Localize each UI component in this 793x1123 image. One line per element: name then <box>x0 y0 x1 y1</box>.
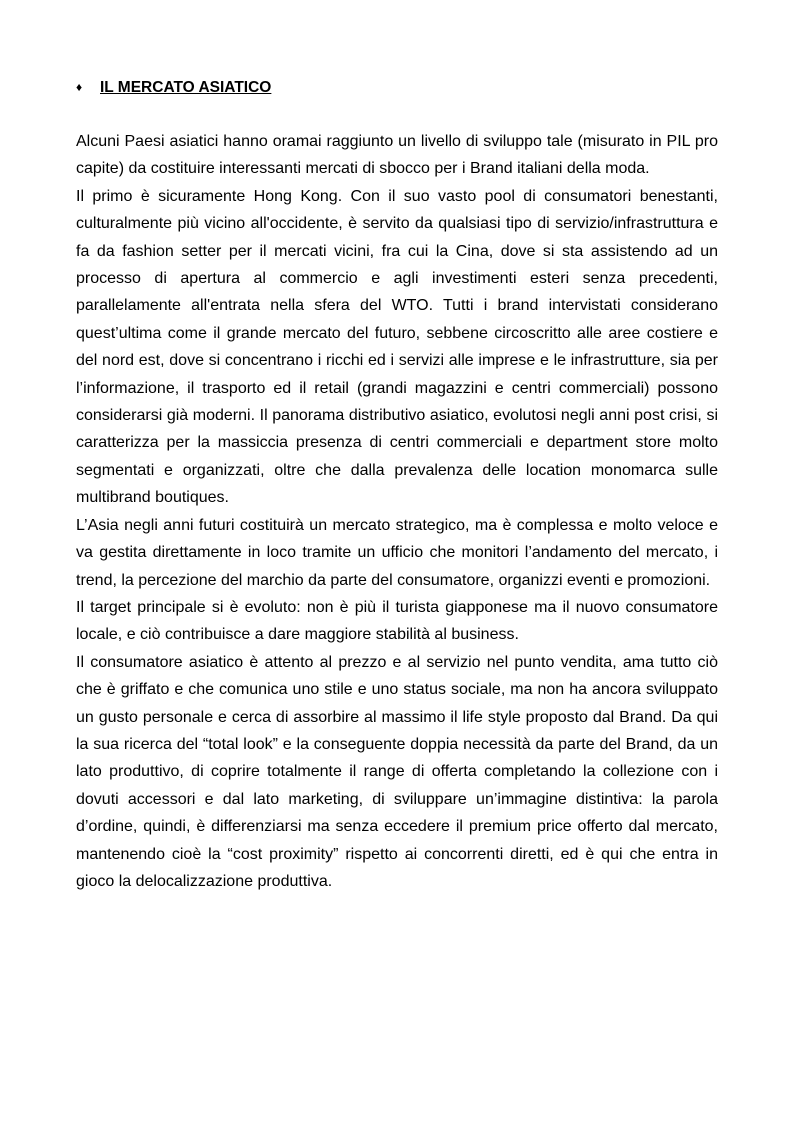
paragraph: Il target principale si è evoluto: non è più il turista giapponese ma il nuovo consumatore locale, e ciò contribuisce a dare maggiore stabilità al business. <box>76 598 718 644</box>
body-text <box>76 128 718 895</box>
paragraph: Alcuni Paesi asiatici hanno oramai raggiunto un livello di sviluppo tale (misurato in PIL pro capite) da costituire interessanti mercati di sbocco per i Brand italiani della moda. <box>76 133 718 178</box>
paragraph: Il primo è sicuramente Hong Kong. Con il suo vasto pool di consumatori benestanti, culturalmente più vicino all'occidente, è servito da qualsiasi tipo di servizio/infrastruttura e fa da fashion setter per il mercati vicini, fra cui la Cina, dove si sta assistendo ad un processo di apertura al commercio e agli investimenti esteri senza precedenti, parallelamente all'entrata nella sfera del WTO. Tutti i brand intervistati considerano quest’ultima come il grande mercato del futuro, sebbene circoscritto alle aree costiere e del nord est, dove si concentrano i ricchi ed i servizi alle imprese e le infrastrutture, sia per l’informazione, il trasporto ed il retail (grandi magazzini e centri commerciali) possono considerarsi già moderni. Il panorama distributivo asiatico, evolutosi negli anni post crisi, si caratterizza per la massiccia presenza di centri commerciali e department store molto segmentati e organizzati, oltre che dalla prevalenza delle location monomarca sulle multibrand boutiques. <box>76 187 718 507</box>
section-heading <box>76 76 271 99</box>
diamond-bullet-icon: ♦ <box>76 80 83 94</box>
paragraph: L’Asia negli anni futuri costituirà un mercato strategico, ma è complessa e molto veloce e va gestita direttamente in loco tramite un ufficio che monitori l’andamento del mercato, i trend, la percezione del marchio da parte del consumatore, organizzi eventi e promozioni. <box>76 516 718 589</box>
section-title: IL MERCATO ASIATICO <box>100 79 272 96</box>
paragraph: Il consumatore asiatico è attento al prezzo e al servizio nel punto vendita, ama tutto ciò che è griffato e che comunica uno stile e uno status sociale, ma non ha ancora sviluppato un gusto personale e cerca di assorbire al massimo il life style proposto dal Brand. Da qui la sua ricerca del “total look” e la conseguente doppia necessità da parte del Brand, da un lato produttivo, di coprire totalmente il range di offerta completando la collezione con i dovuti accessori e dal lato marketing, di sviluppare un’immagine distintiva: la parola d’ordine, quindi, è differenziarsi ma senza eccedere il premium price offerto dal mercato, mantenendo cioè la “cost proximity” rispetto ai concorrenti diretti, ed è qui che entra in gioco la delocalizzazione produttiva. <box>76 653 718 890</box>
